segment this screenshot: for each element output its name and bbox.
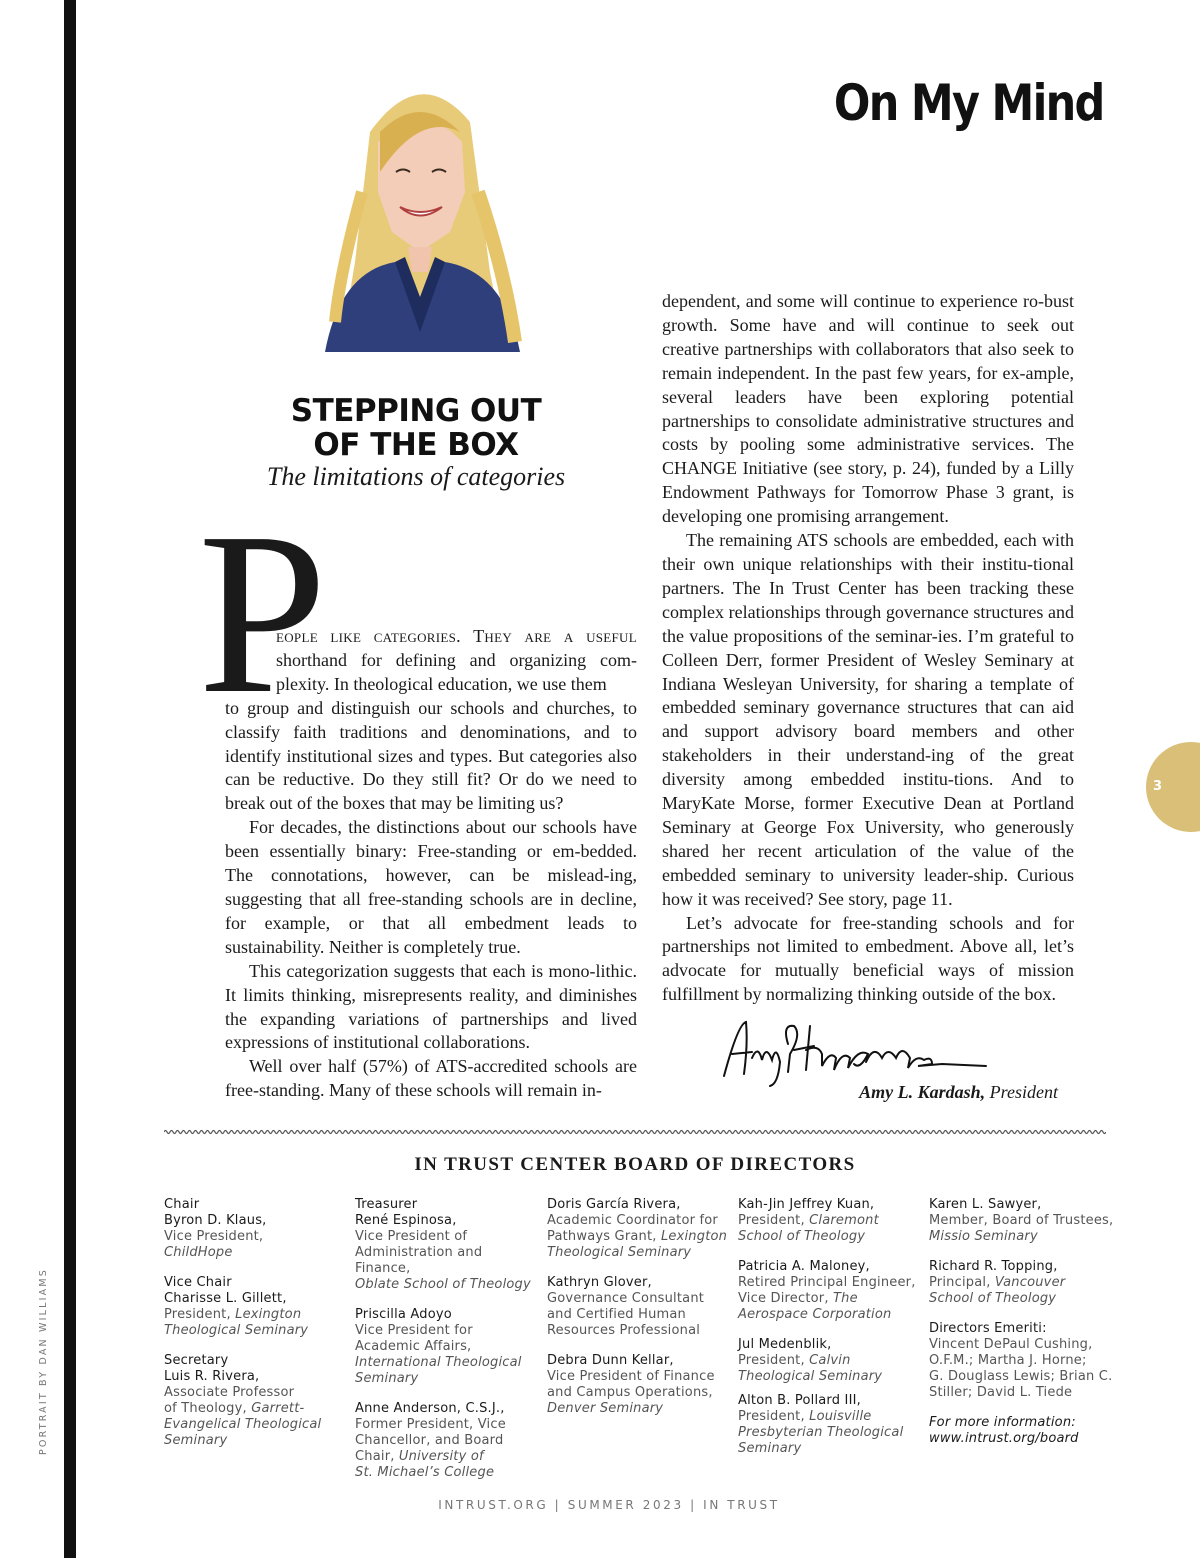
board-name: Karen L. Sawyer, (929, 1197, 1042, 1212)
wavy-divider (164, 1126, 1106, 1138)
board-role: Secretary (164, 1353, 229, 1368)
board-column-1 (164, 1197, 349, 1463)
board-org: Lexington (660, 1229, 728, 1244)
board-org: Louisville (809, 1409, 872, 1424)
board-title-text: Academic Affairs, (355, 1339, 472, 1354)
paragraph-1-rest: to group and distinguish our schools and churches, to classify faith traditions and denominations, and to identify institutional sizes and types. But categories also can be reductive. Do they still fit? Or do we need to break out of the boxes that may be limiting us? (225, 697, 637, 814)
board-column-2 (355, 1197, 540, 1495)
board-org: The (833, 1291, 858, 1306)
board-org: International Theological (355, 1355, 522, 1370)
board-org: School of Theology (929, 1291, 1057, 1306)
board-name: Jul Medenblik, (738, 1337, 832, 1352)
board-entry (164, 1353, 349, 1449)
board-org: Seminary (355, 1371, 419, 1386)
board-emeriti-line: G. Douglass Lewis; Brian C. (929, 1369, 1113, 1384)
paragraph-6: The remaining ATS schools are embedded, each with their own unique relationships with their institu-tional partners. The In Trust Center has been tracking these complex relationships through governance structures and the value propositions of the seminar-ies. I’m grateful to Colleen Derr, former President of Wesley Seminary at Indiana Wesleyan University, for sharing a template of embedded seminary governance structures that can aid and support advisory board members and other stakeholders in their understand-ing of the great diversity among embedded institu-tions. And to MaryKate Morse, former Executive Dean at Portland Seminary at George Fox University, who generously shared her recent articulation of the value of the embedded seminary to university leader-ship. Curious how it was received? See story, page 11. (662, 530, 1074, 909)
board-org: ChildHope (164, 1245, 233, 1260)
board-org: Presbyterian Theological (738, 1425, 904, 1440)
board-title-text: Academic Coordinator for (547, 1213, 718, 1228)
paragraph-5: dependent, and some will continue to experience ro-bust growth. Some have and will continue to seek out creative partnerships with collaborators that also seek to remain independent. In the past few years, for ex-ample, several leaders have been exploring potential partnerships to consolidate administrative structures and costs by pooling some administrative services. The CHANGE Initiative (see story, p. 24), funded by a Lilly Endowment Pathways for Tomorrow Phase 3 grant, is developing one promising arrangement. (662, 291, 1074, 527)
board-org: Missio Seminary (929, 1229, 1038, 1244)
board-name: Kah-Jin Jeffrey Kuan, (738, 1197, 875, 1212)
page-number-tab (1146, 742, 1200, 832)
board-title-text: Vice President, (164, 1229, 264, 1244)
board-title-text: Member, Board of Trustees, (929, 1213, 1114, 1228)
board-org: Theological Seminary (164, 1323, 309, 1338)
article-column-left (225, 625, 637, 1103)
board-title-text: Associate Professor (164, 1385, 295, 1400)
board-entry (547, 1353, 732, 1417)
board-org: St. Michael’s College (355, 1465, 495, 1480)
signature-text: Amy L Kardash (718, 1014, 726, 1015)
board-entry (738, 1259, 923, 1323)
board-name: Debra Dunn Kellar, (547, 1353, 674, 1368)
article-lead (225, 625, 637, 697)
board-name: Doris García Rivera, (547, 1197, 681, 1212)
board-title-text: Former President, Vice (355, 1417, 506, 1432)
board-entry (738, 1393, 923, 1457)
board-title-text: Principal, (929, 1275, 991, 1290)
board-name: Luis R. Rivera, (164, 1369, 260, 1384)
board-more-info (929, 1415, 1114, 1447)
lead-smallcaps: eople like categories. They are a useful (276, 626, 637, 646)
more-info-label: For more information: (929, 1415, 1076, 1430)
board-entry (355, 1307, 540, 1387)
more-info-link[interactable]: www.intrust.org/board (929, 1431, 1079, 1446)
board-title-text: Vice President for (355, 1323, 473, 1338)
board-org: Theological Seminary (738, 1369, 883, 1384)
paragraph-3: This categorization suggests that each is mono-lithic. It limits thinking, misrepresents reality, and diminishes the expanding variations of partnerships and lived expressions of institutional collaborations. (225, 960, 637, 1053)
board-name: Patricia A. Maloney, (738, 1259, 870, 1274)
drop-cap: P (198, 485, 328, 742)
board-title-text: Vice Director, (738, 1291, 829, 1306)
author-portrait (300, 72, 540, 372)
board-title-text: Governance Consultant (547, 1291, 705, 1306)
lead-rest-a: shorthand for defining and organizing com-plexity. In theological education, we use them (276, 649, 637, 694)
headline-line-1: STEPPING OUT (290, 393, 542, 429)
board-column-3 (547, 1197, 732, 1431)
board-title-text: President, (738, 1353, 805, 1368)
board-entry (355, 1401, 540, 1481)
paragraph-4: Well over half (57%) of ATS-accredited schools are free-standing. Many of these schools will remain in- (225, 1056, 637, 1101)
board-org: School of Theology (738, 1229, 866, 1244)
board-column-5 (929, 1197, 1114, 1461)
board-title-text: President, (738, 1409, 805, 1424)
board-org: Calvin (809, 1353, 851, 1368)
board-name: Kathryn Glover, (547, 1275, 652, 1290)
board-emeriti-line: Vincent DePaul Cushing, (929, 1337, 1093, 1352)
board-title-text: Vice President of (355, 1229, 468, 1244)
board-name: Richard R. Topping, (929, 1259, 1058, 1274)
board-entry (738, 1197, 923, 1245)
board-org: Vancouver (994, 1275, 1066, 1290)
headline-line-2: OF THE BOX (313, 427, 519, 463)
board-title-text: Resources Professional (547, 1323, 701, 1338)
board-title-text: Chancellor, and Board (355, 1433, 504, 1448)
board-column-4 (738, 1197, 923, 1471)
board-name: Anne Anderson, C.S.J., (355, 1401, 505, 1416)
paragraph-7: Let’s advocate for free-standing schools and for partnerships not limited to embedment. Above all, let’s advocate for mutually beneficial ways of mission fulfillment by normalizing thinking outside of the box. (662, 912, 1074, 1005)
left-edge-bar (64, 0, 76, 1558)
board-org: Lexington (235, 1307, 302, 1322)
board-entry (547, 1275, 732, 1339)
board-org: Seminary (164, 1433, 228, 1448)
board-title-text: Pathways Grant, (547, 1229, 657, 1244)
board-org: Oblate School of Theology (355, 1277, 531, 1292)
board-title-text: Retired Principal Engineer, (738, 1275, 916, 1290)
board-role: Vice Chair (164, 1275, 232, 1290)
article-headline (230, 394, 602, 462)
signature-caption (859, 1082, 1058, 1103)
board-name: Alton B. Pollard III, (738, 1393, 861, 1408)
board-title-text: of Theology, (164, 1401, 247, 1416)
board-org: Claremont (809, 1213, 879, 1228)
page-number: 3 (1153, 779, 1163, 794)
photo-credit: PORTRAIT BY DAN WILLIAMS (38, 1268, 49, 1455)
board-org: Aerospace Corporation (738, 1307, 892, 1322)
board-org: Theological Seminary (547, 1245, 692, 1260)
board-title-text: Chair, (355, 1449, 395, 1464)
board-title-text: President, (738, 1213, 805, 1228)
board-title-text: Vice President of Finance (547, 1369, 715, 1384)
article-subhead: The limitations of categories (266, 462, 566, 491)
board-org: Evangelical Theological (164, 1417, 322, 1432)
board-entry (738, 1337, 923, 1385)
board-entry (355, 1197, 540, 1293)
board-title: IN TRUST CENTER BOARD OF DIRECTORS (414, 1154, 856, 1175)
board-name: Priscilla Adoyo (355, 1307, 452, 1322)
signature-name: Amy L. Kardash, (859, 1082, 986, 1102)
board-title-text: and Campus Operations, (547, 1385, 713, 1400)
board-name: Charisse L. Gillett, (164, 1291, 287, 1306)
board-emeriti-line: Stiller; David L. Tiede (929, 1385, 1073, 1400)
board-entry (547, 1197, 732, 1261)
board-org: Garrett- (251, 1401, 305, 1416)
page-footer: INTRUST.ORG | SUMMER 2023 | IN TRUST (438, 1498, 780, 1512)
board-org: Denver Seminary (547, 1401, 664, 1416)
article-column-right (662, 290, 1074, 1007)
board-name: Byron D. Klaus, (164, 1213, 267, 1228)
board-role: Directors Emeriti: (929, 1321, 1047, 1336)
board-org: Seminary (738, 1441, 802, 1456)
section-title: On My Mind (834, 74, 1104, 132)
board-emeriti-line: O.F.M.; Martha J. Horne; (929, 1353, 1087, 1368)
board-entry (164, 1197, 349, 1261)
board-entry (929, 1259, 1114, 1307)
board-role: Treasurer (355, 1197, 418, 1212)
board-title-text: President, (164, 1307, 231, 1322)
board-entry (929, 1197, 1114, 1245)
board-org: University of (398, 1449, 484, 1464)
board-entry (929, 1321, 1114, 1401)
board-name: René Espinosa, (355, 1213, 457, 1228)
board-title-text: and Certified Human (547, 1307, 686, 1322)
signature-title: President (989, 1082, 1058, 1102)
paragraph-2: For decades, the distinctions about our schools have been essentially binary: Free-standing or em-bedded. The connotations, however, can be mislead-ing, suggesting that all free-standing schools are in decline, for example, or that all embedment leads to sustainability. Neither is completely true. (225, 817, 637, 957)
board-entry (164, 1275, 349, 1339)
board-role: Chair (164, 1197, 200, 1212)
board-title-text: Administration and Finance, (355, 1245, 483, 1276)
